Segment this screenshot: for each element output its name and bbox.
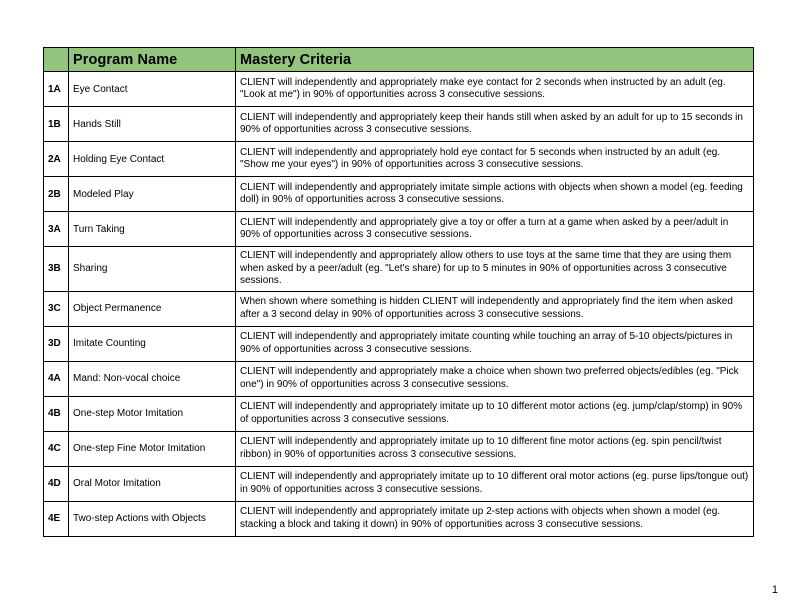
program-code-cell: 2A	[44, 142, 69, 177]
table-body	[44, 72, 754, 537]
header-mastery-criteria: Mastery Criteria	[236, 48, 754, 72]
program-code-cell: 3D	[44, 326, 69, 361]
program-name-cell: Object Permanence	[69, 291, 236, 326]
table-row	[44, 361, 754, 396]
table-row	[44, 212, 754, 247]
mastery-criteria-cell: CLIENT will independently and appropriately imitate up 2-step actions with objects when shown a model (eg. stacking a block and taking it down) in 90% of opportunities across 3 consecutive sessions.	[236, 501, 754, 536]
mastery-criteria-cell: CLIENT will independently and appropriately make eye contact for 2 seconds when instructed by an adult (eg. "Look at me") in 90% of opportunities across 3 consecutive sessions.	[236, 72, 754, 107]
program-code-cell: 4A	[44, 361, 69, 396]
program-code-cell: 4C	[44, 431, 69, 466]
table-row	[44, 396, 754, 431]
program-code-cell: 3B	[44, 247, 69, 292]
program-mastery-table	[43, 47, 754, 537]
program-code-cell: 2B	[44, 177, 69, 212]
program-name-cell: Mand: Non-vocal choice	[69, 361, 236, 396]
table-row	[44, 177, 754, 212]
mastery-criteria-cell: CLIENT will independently and appropriately make a choice when shown two preferred objects/edibles (eg. "Pick one") in 90% of opportunities across 3 consecutive sessions.	[236, 361, 754, 396]
program-name-cell: Oral Motor Imitation	[69, 466, 236, 501]
program-code-cell: 1B	[44, 107, 69, 142]
mastery-criteria-cell: When shown where something is hidden CLIENT will independently and appropriately find the item when asked after a 3 second delay in 90% of opportunities across 3 consecutive sessions.	[236, 291, 754, 326]
mastery-criteria-cell: CLIENT will independently and appropriately imitate counting while touching an array of 5-10 objects/pictures in 90% of opportunities across 3 consecutive sessions.	[236, 326, 754, 361]
program-name-cell: Eye Contact	[69, 72, 236, 107]
table-row	[44, 431, 754, 466]
program-code-cell: 4D	[44, 466, 69, 501]
mastery-criteria-cell: CLIENT will independently and appropriately imitate up to 10 different motor actions (eg. jump/clap/stomp) in 90% of opportunities across 3 consecutive sessions.	[236, 396, 754, 431]
program-code-cell: 4B	[44, 396, 69, 431]
program-name-cell: Two-step Actions with Objects	[69, 501, 236, 536]
program-name-cell: One-step Motor Imitation	[69, 396, 236, 431]
program-name-cell: Modeled Play	[69, 177, 236, 212]
table-header-row	[44, 48, 754, 72]
mastery-criteria-cell: CLIENT will independently and appropriately keep their hands still when asked by an adult for up to 15 seconds in 90% of opportunities across 3 consecutive sessions.	[236, 107, 754, 142]
table-row	[44, 326, 754, 361]
mastery-criteria-cell: CLIENT will independently and appropriately hold eye contact for 5 seconds when instructed by an adult (eg. "Show me your eyes") in 90% of opportunities across 3 consecutive sessions.	[236, 142, 754, 177]
program-name-cell: Holding Eye Contact	[69, 142, 236, 177]
program-code-cell: 4E	[44, 501, 69, 536]
mastery-criteria-cell: CLIENT will independently and appropriately imitate up to 10 different oral motor actions (eg. purse lips/tongue out) in 90% of opportunities across 3 consecutive sessions.	[236, 466, 754, 501]
table-row	[44, 142, 754, 177]
header-program-name: Program Name	[69, 48, 236, 72]
program-name-cell: Sharing	[69, 247, 236, 292]
table-row	[44, 291, 754, 326]
page-number: 1	[771, 584, 778, 596]
program-name-cell: Hands Still	[69, 107, 236, 142]
mastery-criteria-cell: CLIENT will independently and appropriately imitate up to 10 different fine motor actions (eg. spin pencil/twist ribbon) in 90% of opportunities across 3 consecutive sessions.	[236, 431, 754, 466]
header-code-cell	[44, 48, 69, 72]
mastery-criteria-cell: CLIENT will independently and appropriately allow others to use toys at the same time that they are using them when asked by a peer/adult (eg. "Let's share) for up to 5 minutes in 90% of opportunities across 3 consecutive sessions.	[236, 247, 754, 292]
program-name-cell: One-step Fine Motor Imitation	[69, 431, 236, 466]
table-row	[44, 466, 754, 501]
program-code-cell: 3A	[44, 212, 69, 247]
program-code-cell: 1A	[44, 72, 69, 107]
program-name-cell: Imitate Counting	[69, 326, 236, 361]
program-code-cell: 3C	[44, 291, 69, 326]
mastery-criteria-cell: CLIENT will independently and appropriately imitate simple actions with objects when shown a model (eg. feeding doll) in 90% of opportunities across 3 consecutive sessions.	[236, 177, 754, 212]
mastery-criteria-cell: CLIENT will independently and appropriately give a toy or offer a turn at a game when asked by a peer/adult in 90% of opportunities across 3 consecutive sessions.	[236, 212, 754, 247]
table-row	[44, 72, 754, 107]
program-name-cell: Turn Taking	[69, 212, 236, 247]
table-row	[44, 501, 754, 536]
table-row	[44, 107, 754, 142]
table-row	[44, 247, 754, 292]
